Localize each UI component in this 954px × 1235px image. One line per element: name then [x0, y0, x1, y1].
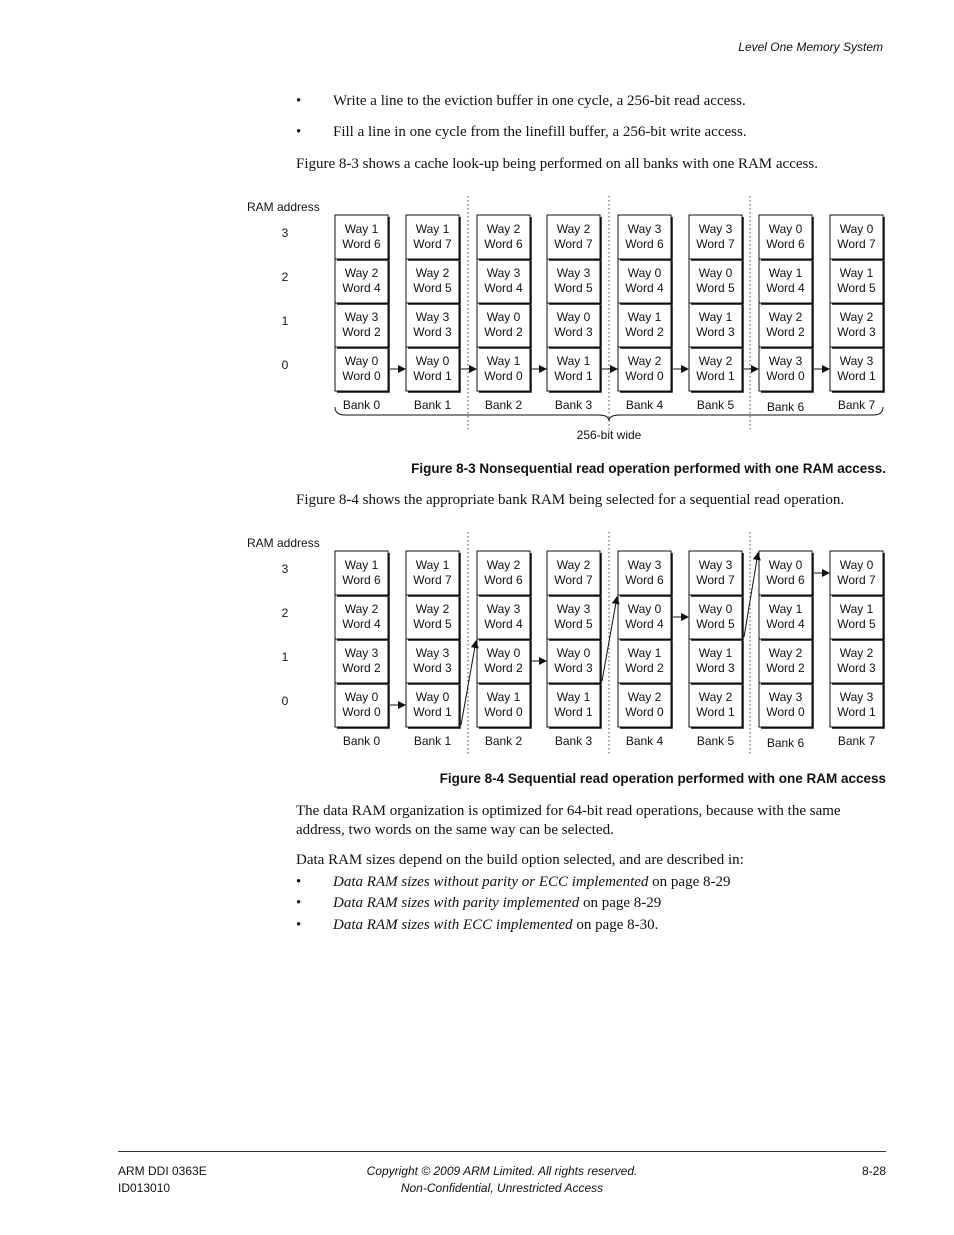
- cell-word-label: Word 6: [484, 573, 523, 587]
- cell-way-label: Way 1: [768, 602, 803, 616]
- cell-way-label: Way 1: [556, 690, 591, 704]
- cell-way-label: Way 1: [627, 646, 662, 660]
- cell-word-label: Word 7: [554, 237, 593, 251]
- cell-way-label: Way 1: [344, 222, 379, 236]
- cell-way-label: Way 1: [698, 310, 733, 324]
- cell-word-label: Word 5: [837, 281, 876, 295]
- cell-way-label: Way 3: [839, 690, 874, 704]
- bank-label: Bank 6: [766, 400, 805, 414]
- cell-way-label: Way 2: [627, 690, 662, 704]
- ram-address-label: RAM address: [247, 200, 320, 214]
- bank-label: Bank 5: [696, 398, 735, 412]
- cell-word-label: Word 3: [696, 325, 735, 339]
- cell-word-label: Word 2: [625, 325, 664, 339]
- cell-word-label: Word 0: [342, 369, 381, 383]
- cell-way-label: Way 3: [486, 602, 521, 616]
- cell-word-label: Word 6: [484, 237, 523, 251]
- bank-label: Bank 6: [766, 736, 805, 750]
- ram-address-row-label: 1: [281, 650, 289, 664]
- list-item-text: Fill a line in one cycle from the linefill buffer, a 256-bit write access.: [333, 124, 747, 140]
- cell-way-label: Way 1: [486, 354, 521, 368]
- ram-address-row-label: 3: [281, 226, 289, 240]
- cell-word-label: Word 1: [413, 369, 452, 383]
- cell-way-label: Way 3: [627, 558, 662, 572]
- cell-word-label: Word 2: [342, 661, 381, 675]
- cell-word-label: Word 4: [766, 281, 805, 295]
- cell-way-label: Way 2: [415, 266, 450, 280]
- cell-way-label: Way 0: [344, 354, 379, 368]
- cell-way-label: Way 0: [627, 266, 662, 280]
- cell-way-label: Way 1: [486, 690, 521, 704]
- cell-way-label: Way 0: [556, 646, 591, 660]
- cell-way-label: Way 0: [839, 558, 874, 572]
- cell-word-label: Word 2: [625, 661, 664, 675]
- cross-reference-link[interactable]: Data RAM sizes with ECC implemented: [333, 917, 573, 933]
- cell-word-label: Word 5: [413, 281, 452, 295]
- cell-way-label: Way 2: [556, 222, 591, 236]
- bank-label: Bank 2: [484, 398, 523, 412]
- cell-word-label: Word 7: [696, 573, 735, 587]
- ram-address-row-label: 1: [281, 314, 289, 328]
- cell-word-label: Word 5: [837, 617, 876, 631]
- bank-label: Bank 3: [554, 734, 593, 748]
- cell-word-label: Word 4: [625, 617, 664, 631]
- cell-word-label: Word 7: [837, 573, 876, 587]
- footer-page-number: 8-28: [861, 1164, 886, 1178]
- bank-label: Bank 7: [837, 398, 876, 412]
- footer-rule: [118, 1151, 886, 1152]
- cell-word-label: Word 5: [696, 617, 735, 631]
- cell-word-label: Word 4: [484, 281, 523, 295]
- cell-word-label: Word 0: [484, 369, 523, 383]
- cell-way-label: Way 2: [698, 354, 733, 368]
- cell-word-label: Word 0: [625, 369, 664, 383]
- cell-way-label: Way 2: [698, 690, 733, 704]
- bank-label: Bank 7: [837, 734, 876, 748]
- cell-way-label: Way 3: [839, 354, 874, 368]
- cell-word-label: Word 7: [413, 237, 452, 251]
- cell-word-label: Word 4: [766, 617, 805, 631]
- cell-word-label: Word 1: [837, 705, 876, 719]
- bullet: •: [296, 917, 302, 933]
- cross-reference-link[interactable]: Data RAM sizes with parity implemented: [333, 895, 580, 911]
- cell-word-label: Word 1: [696, 705, 735, 719]
- cell-word-label: Word 1: [413, 705, 452, 719]
- footer-copyright: Copyright © 2009 ARM Limited. All rights reserved.: [366, 1164, 638, 1178]
- figure-8-4: [0, 526, 954, 756]
- cell-word-label: Word 3: [837, 325, 876, 339]
- cell-way-label: Way 3: [344, 646, 379, 660]
- cell-way-label: Way 2: [839, 310, 874, 324]
- cell-word-label: Word 4: [484, 617, 523, 631]
- cell-way-label: Way 2: [486, 222, 521, 236]
- bank-label: Bank 4: [625, 398, 664, 412]
- cell-word-label: Word 0: [625, 705, 664, 719]
- cell-way-label: Way 2: [344, 266, 379, 280]
- footer-access: Non-Confidential, Unrestricted Access: [400, 1181, 604, 1195]
- cell-word-label: Word 3: [554, 661, 593, 675]
- bank-label: Bank 1: [413, 398, 452, 412]
- cell-way-label: Way 0: [344, 690, 379, 704]
- cell-way-label: Way 0: [839, 222, 874, 236]
- cell-word-label: Word 3: [413, 325, 452, 339]
- bank-label: Bank 1: [413, 734, 452, 748]
- cell-word-label: Word 0: [484, 705, 523, 719]
- page-reference: on page 8-29: [648, 874, 731, 890]
- cell-way-label: Way 1: [698, 646, 733, 660]
- cell-word-label: Word 7: [696, 237, 735, 251]
- ram-address-row-label: 2: [281, 606, 289, 620]
- cell-way-label: Way 2: [627, 354, 662, 368]
- cell-way-label: Way 2: [415, 602, 450, 616]
- figure-8-4-caption: Figure 8-4 Sequential read operation performed with one RAM access: [439, 771, 886, 786]
- ram-address-row-label: 0: [281, 358, 289, 372]
- cell-way-label: Way 1: [839, 602, 874, 616]
- cell-way-label: Way 2: [768, 646, 803, 660]
- bank-label: Bank 2: [484, 734, 523, 748]
- cell-word-label: Word 5: [413, 617, 452, 631]
- ram-address-label: RAM address: [247, 536, 320, 550]
- list-item-text: Write a line to the eviction buffer in one cycle, a 256-bit read access.: [333, 93, 746, 109]
- cell-word-label: Word 6: [625, 573, 664, 587]
- cell-way-label: Way 3: [768, 354, 803, 368]
- cell-way-label: Way 3: [768, 690, 803, 704]
- cell-way-label: Way 3: [486, 266, 521, 280]
- cell-word-label: Word 1: [554, 705, 593, 719]
- ram-address-row-label: 2: [281, 270, 289, 284]
- cell-way-label: Way 1: [627, 310, 662, 324]
- cell-way-label: Way 3: [698, 222, 733, 236]
- cell-word-label: Word 7: [554, 573, 593, 587]
- paragraph-fig3-intro: Figure 8-3 shows a cache look-up being performed on all banks with one RAM access.: [296, 156, 818, 172]
- cell-way-label: Way 0: [698, 602, 733, 616]
- cell-way-label: Way 0: [556, 310, 591, 324]
- cell-way-label: Way 3: [415, 646, 450, 660]
- cell-word-label: Word 1: [554, 369, 593, 383]
- paragraph-sizes: Data RAM sizes depend on the build option selected, and are described in:: [296, 852, 744, 868]
- cell-word-label: Word 1: [696, 369, 735, 383]
- cell-word-label: Word 5: [554, 281, 593, 295]
- width-label: 256-bit wide: [576, 428, 642, 442]
- cell-word-label: Word 2: [766, 661, 805, 675]
- bank-label: Bank 0: [342, 398, 381, 412]
- cell-way-label: Way 1: [556, 354, 591, 368]
- cell-way-label: Way 0: [698, 266, 733, 280]
- cell-word-label: Word 2: [484, 325, 523, 339]
- paragraph-line: address, two words on the same way can be selected.: [296, 822, 614, 838]
- cell-way-label: Way 0: [768, 558, 803, 572]
- bullet: •: [296, 93, 302, 109]
- bank-label: Bank 5: [696, 734, 735, 748]
- cell-word-label: Word 0: [342, 705, 381, 719]
- figure-8-3: [0, 190, 954, 450]
- bullet: •: [296, 124, 302, 140]
- cell-word-label: Word 6: [342, 573, 381, 587]
- cell-way-label: Way 1: [415, 558, 450, 572]
- cell-word-label: Word 0: [766, 705, 805, 719]
- cell-word-label: Word 6: [342, 237, 381, 251]
- cell-way-label: Way 0: [627, 602, 662, 616]
- cell-word-label: Word 0: [766, 369, 805, 383]
- cell-word-label: Word 4: [342, 617, 381, 631]
- cell-way-label: Way 3: [556, 266, 591, 280]
- cell-word-label: Word 2: [342, 325, 381, 339]
- cell-word-label: Word 6: [766, 573, 805, 587]
- ram-address-row-label: 3: [281, 562, 289, 576]
- paragraph-organization: [296, 802, 841, 840]
- cell-word-label: Word 1: [837, 369, 876, 383]
- cell-way-label: Way 2: [486, 558, 521, 572]
- cell-way-label: Way 1: [768, 266, 803, 280]
- cell-way-label: Way 3: [556, 602, 591, 616]
- figure-8-3-caption: Figure 8-3 Nonsequential read operation performed with one RAM access.: [411, 461, 886, 476]
- cell-way-label: Way 3: [344, 310, 379, 324]
- bank-label: Bank 0: [342, 734, 381, 748]
- access-arrow: [744, 553, 758, 637]
- cell-way-label: Way 2: [344, 602, 379, 616]
- ram-address-row-label: 0: [281, 694, 289, 708]
- bank-label: Bank 3: [554, 398, 593, 412]
- cell-word-label: Word 2: [484, 661, 523, 675]
- figure-8-3-diagram: [0, 190, 954, 450]
- cell-way-label: Way 3: [415, 310, 450, 324]
- cell-word-label: Word 3: [837, 661, 876, 675]
- footer-center: [0, 1163, 954, 1197]
- cell-word-label: Word 4: [342, 281, 381, 295]
- running-header: Level One Memory System: [738, 40, 883, 54]
- cell-word-label: Word 5: [554, 617, 593, 631]
- cell-way-label: Way 1: [415, 222, 450, 236]
- cell-way-label: Way 3: [627, 222, 662, 236]
- cell-way-label: Way 0: [415, 690, 450, 704]
- paragraph-line: The data RAM organization is optimized for 64-bit read operations, because with the same: [296, 803, 841, 819]
- cell-word-label: Word 3: [413, 661, 452, 675]
- bullet: •: [296, 895, 302, 911]
- cell-way-label: Way 0: [768, 222, 803, 236]
- cell-way-label: Way 1: [344, 558, 379, 572]
- cell-word-label: Word 2: [766, 325, 805, 339]
- cell-way-label: Way 2: [839, 646, 874, 660]
- bullet: •: [296, 874, 302, 890]
- cell-way-label: Way 0: [486, 310, 521, 324]
- cell-way-label: Way 1: [839, 266, 874, 280]
- cell-word-label: Word 6: [766, 237, 805, 251]
- page-reference: on page 8-30.: [572, 917, 659, 933]
- bank-label: Bank 4: [625, 734, 664, 748]
- cell-way-label: Way 3: [698, 558, 733, 572]
- footer-doc-id: ARM DDI 0363E: [118, 1164, 207, 1178]
- footer-doc-rev: ID013010: [118, 1181, 171, 1195]
- cell-word-label: Word 3: [554, 325, 593, 339]
- cell-word-label: Word 5: [696, 281, 735, 295]
- cell-word-label: Word 3: [696, 661, 735, 675]
- cell-word-label: Word 4: [625, 281, 664, 295]
- paragraph-fig4-intro: Figure 8-4 shows the appropriate bank RAM being selected for a sequential read operation.: [296, 492, 845, 508]
- cell-word-label: Word 6: [625, 237, 664, 251]
- cell-way-label: Way 2: [768, 310, 803, 324]
- cell-way-label: Way 2: [556, 558, 591, 572]
- cell-word-label: Word 7: [413, 573, 452, 587]
- cell-word-label: Word 7: [837, 237, 876, 251]
- cell-way-label: Way 0: [486, 646, 521, 660]
- page-reference: on page 8-29: [579, 895, 662, 911]
- figure-8-4-diagram: [0, 526, 954, 756]
- cell-way-label: Way 0: [415, 354, 450, 368]
- cross-reference-link[interactable]: Data RAM sizes without parity or ECC implemented: [333, 874, 649, 890]
